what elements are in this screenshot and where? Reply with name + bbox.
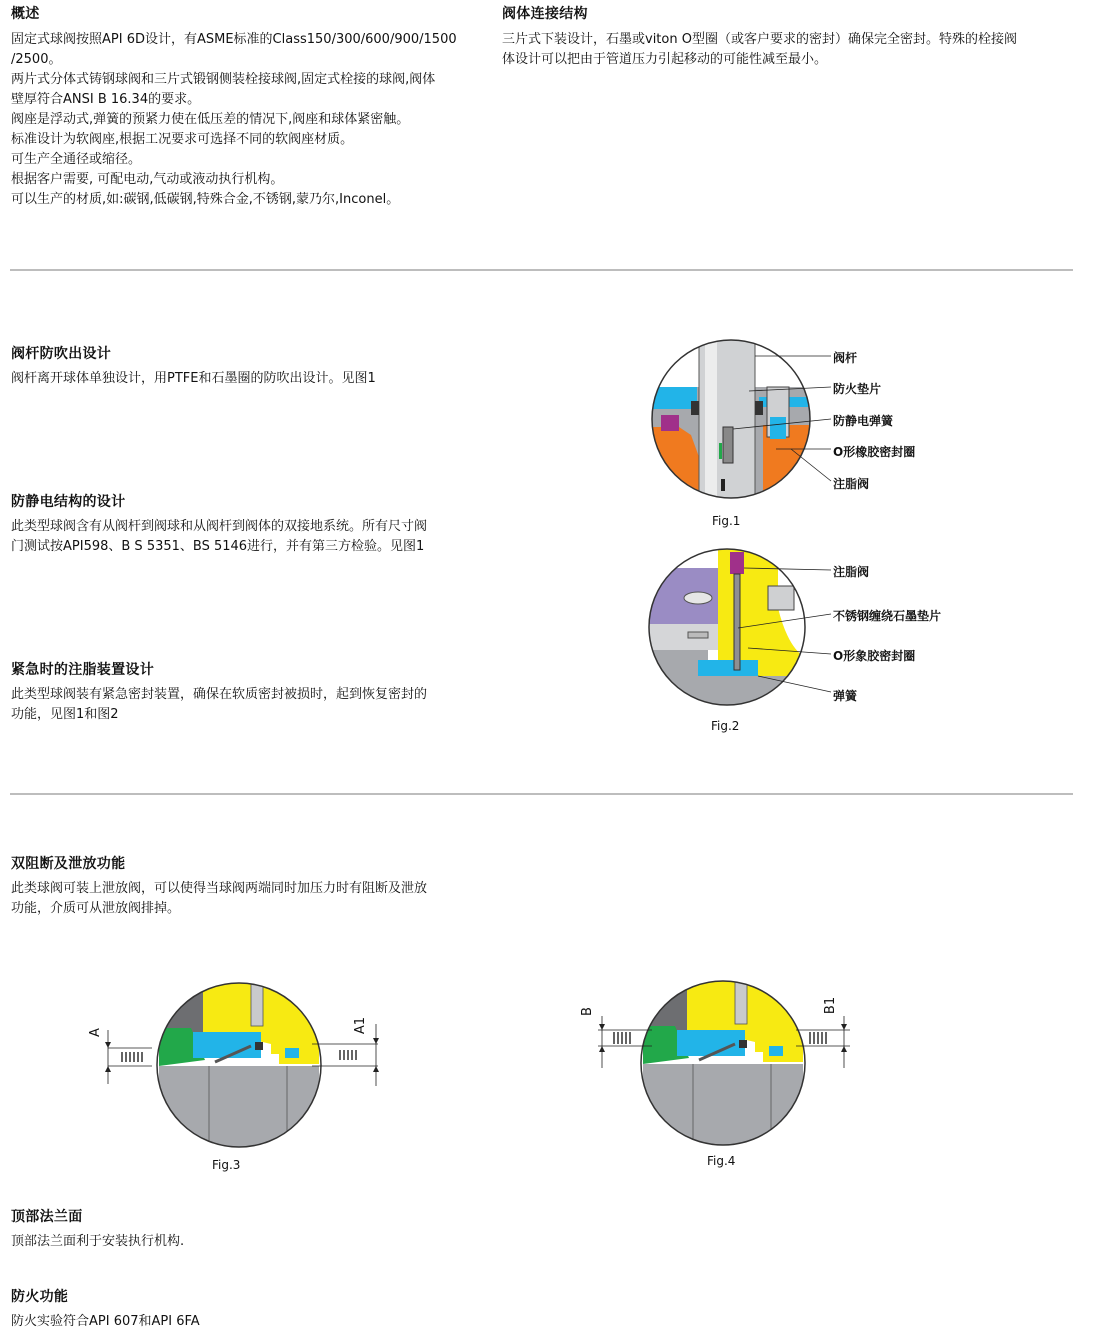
overview-title: 概述	[11, 6, 40, 22]
fig3-dim-label: A	[87, 1028, 103, 1037]
fig2-diagram	[648, 548, 806, 706]
fire-title: 防火功能	[11, 1289, 69, 1305]
overview-line: 壁厚符合ANSI B 16.34的要求。	[11, 92, 201, 107]
fig3-dimension-a1	[312, 1020, 382, 1090]
fig1-callout: 防静电弹簧	[833, 414, 894, 428]
overview-line: 阀座是浮动式,弹簧的预紧力使在低压差的情况下,阀座和球体紧密触。	[11, 112, 410, 127]
overview-line: 根据客户需要, 可配电动,气动或液动执行机构。	[11, 172, 284, 187]
body-connection-title: 阀体连接结构	[502, 6, 588, 22]
fig2-callout: 注脂阀	[833, 565, 870, 579]
antistatic-title: 防静电结构的设计	[11, 494, 126, 510]
fig2-callout: 弹簧	[833, 689, 858, 703]
body-connection-line: 体设计可以把由于管道压力引起移动的可能性减至最小。	[502, 52, 828, 67]
top-flange-body	[11, 1232, 184, 1252]
fig2-callout: O形象胶密封圈	[833, 649, 916, 663]
divider	[10, 793, 1073, 795]
antistatic-line: 门测试按API598、B S 5351、BS 5146进行，并有第三方检验。见图1	[11, 539, 425, 554]
overview-line: 标准设计为软阀座,根据工况要求可选择不同的软阀座材质。	[11, 132, 354, 147]
fig1-callout: O形橡胶密封圈	[833, 445, 916, 459]
overview-line: 可生产全通径或缩径。	[11, 152, 142, 167]
fig3-caption: Fig.3	[212, 1158, 241, 1172]
fig4-dimension-b	[592, 1012, 652, 1072]
antistatic-line: 此类型球阀含有从阀杆到阀球和从阀杆到阀体的双接地系统。所有尺寸阀	[11, 519, 428, 534]
overview-line: 可以生产的材质,如:碳钢,低碳钢,特殊合金,不锈钢,蒙乃尔,Inconel。	[11, 192, 400, 207]
body-connection-line: 三片式下装设计，石墨或viton O型圈（或客户要求的密封）确保完全密封。特殊的栓接阀	[502, 32, 1017, 47]
sealant-line: 此类型球阀装有紧急密封装置，确保在软质密封被损时，起到恢复密封的	[11, 687, 428, 702]
blowout-body	[11, 369, 376, 389]
overview-line: 固定式球阀按照API 6D设计，有ASME标准的Class150/300/600/900/1500	[11, 32, 457, 47]
fig4-diagram	[643, 980, 803, 1146]
top-flange-title: 顶部法兰面	[11, 1209, 83, 1225]
dbb-line: 功能，介质可从泄放阀排掉。	[11, 901, 181, 916]
overview-body	[11, 30, 457, 210]
sealant-line: 功能，见图1和图2	[11, 707, 119, 722]
divider	[10, 269, 1073, 271]
fig3-dim-label: A1	[353, 1016, 369, 1035]
fire-body	[11, 1312, 200, 1332]
fig3-diagram	[159, 982, 319, 1148]
sealant-body	[11, 685, 427, 725]
sealant-title: 紧急时的注脂装置设计	[11, 662, 154, 678]
fig2-callout: 不锈钢缠绕石墨垫片	[833, 609, 942, 623]
overview-line: /2500。	[11, 52, 62, 67]
fig4-dimension-b1	[796, 1012, 856, 1072]
fig4-dim-label: B	[579, 1007, 595, 1016]
fig1-callout: 防火垫片	[833, 382, 882, 396]
overview-line: 两片式分体式铸钢球阀和三片式锻钢侧装栓接球阀,固定式栓接的球阀,阀体	[11, 72, 436, 87]
blowout-line: 阀杆离开球体单独设计，用PTFE和石墨圈的防吹出设计。见图1	[11, 371, 376, 386]
fig1-diagram	[651, 339, 811, 499]
dbb-title: 双阻断及泄放功能	[11, 856, 126, 872]
dbb-line: 此类球阀可装上泄放阀，可以使得当球阀两端同时加压力时有阻断及泄放	[11, 881, 428, 896]
blowout-title: 阀杆防吹出设计	[11, 346, 112, 362]
body-connection-body	[502, 30, 1017, 70]
fig1-callout: 阀杆	[833, 351, 858, 365]
fig1-callout: 注脂阀	[833, 477, 870, 491]
antistatic-body	[11, 517, 427, 557]
fig1-caption: Fig.1	[712, 514, 741, 528]
fig2-caption: Fig.2	[711, 719, 740, 733]
top-flange-line: 顶部法兰面利于安装执行机构.	[11, 1234, 185, 1249]
fire-line: 防火实验符合API 607和API 6FA	[11, 1314, 200, 1329]
dbb-body	[11, 879, 427, 919]
fig4-caption: Fig.4	[707, 1154, 736, 1168]
fig4-dim-label: B1	[823, 996, 839, 1015]
